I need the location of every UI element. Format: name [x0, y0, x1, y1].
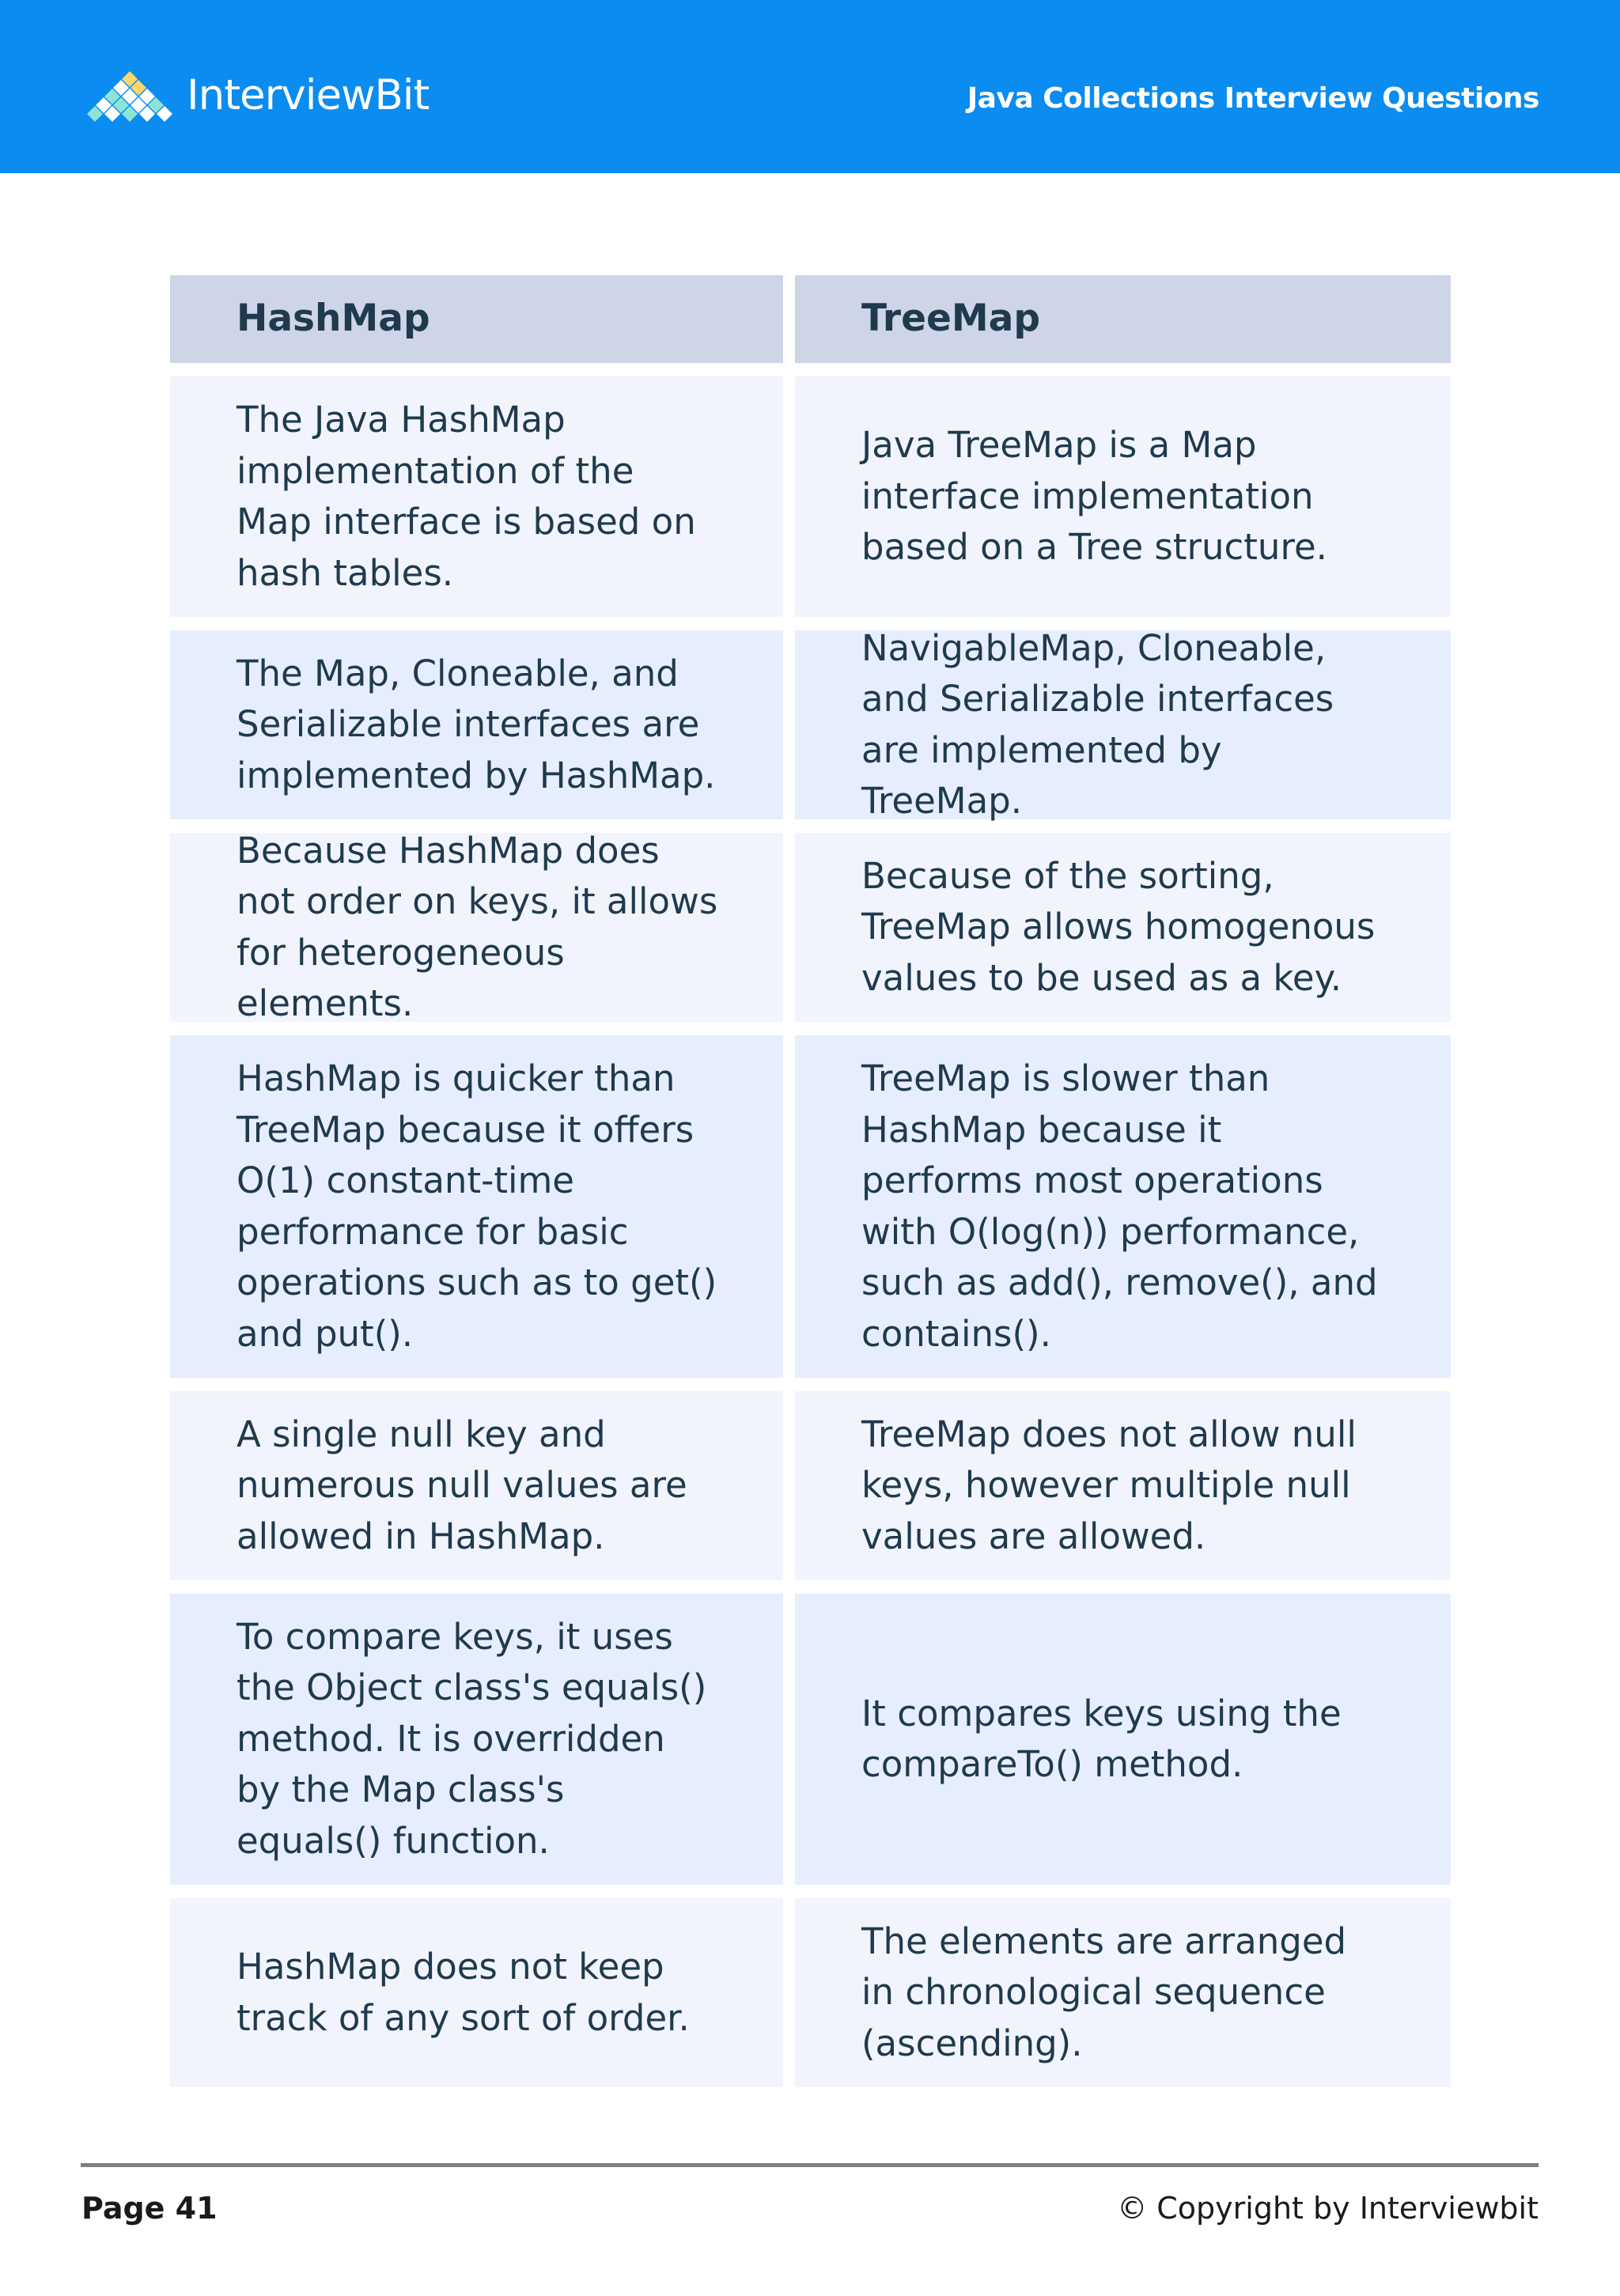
- hashmap-cell: The Map, Cloneable, and Serializable interfaces are implemented by HashMap.: [170, 630, 783, 819]
- treemap-cell: NavigableMap, Cloneable, and Serializable interfaces are implemented by TreeMap.: [795, 630, 1451, 819]
- hashmap-cell: To compare keys, it uses the Object class's equals() method. It is overridden by the Map class's equals() function.: [170, 1594, 783, 1885]
- treemap-cell: Java TreeMap is a Map interface implementation based on a Tree structure.: [795, 376, 1451, 617]
- table-row: [170, 1391, 1451, 1580]
- interviewbit-logo-icon: [84, 68, 176, 122]
- hashmap-cell: The Java HashMap implementation of the Map interface is based on hash tables.: [170, 376, 783, 617]
- table-row: [170, 626, 1451, 822]
- column-header-hashmap: HashMap: [170, 275, 783, 363]
- hashmap-cell: A single null key and numerous null values are allowed in HashMap.: [170, 1391, 783, 1580]
- page-number: Page 41: [81, 2191, 218, 2226]
- table-row: [170, 1035, 1451, 1378]
- page-header: [0, 0, 1620, 173]
- treemap-cell: TreeMap does not allow null keys, however multiple null values are allowed.: [795, 1391, 1451, 1580]
- comparison-table: [170, 275, 1451, 2101]
- table-row: [170, 1898, 1451, 2087]
- brand-logo[interactable]: [84, 65, 429, 125]
- table-row: [170, 829, 1451, 1024]
- hashmap-cell: HashMap does not keep track of any sort of order.: [170, 1898, 783, 2087]
- copyright-notice: © Copyright by Interviewbit: [1117, 2191, 1539, 2226]
- table-row: [170, 376, 1451, 617]
- treemap-cell: It compares keys using the compareTo() method.: [795, 1594, 1451, 1885]
- footer-divider: [81, 2163, 1539, 2167]
- treemap-cell: The elements are arranged in chronological sequence (ascending).: [795, 1898, 1451, 2087]
- brand-name: InterviewBit: [187, 70, 430, 119]
- table-header-row: [170, 275, 1451, 363]
- column-header-treemap: TreeMap: [795, 275, 1451, 363]
- document-title: Java Collections Interview Questions: [967, 82, 1539, 115]
- treemap-cell: TreeMap is slower than HashMap because it performs most operations with O(log(n)) performance, such as add(), remove(), and contains().: [795, 1035, 1451, 1378]
- table-row: [170, 1594, 1451, 1885]
- hashmap-cell: HashMap is quicker than TreeMap because it offers O(1) constant-time performance for basic operations such as to get() and put().: [170, 1035, 783, 1378]
- hashmap-cell: Because HashMap does not order on keys, it allows for heterogeneous elements.: [170, 833, 783, 1022]
- treemap-cell: Because of the sorting, TreeMap allows homogenous values to be used as a key.: [795, 833, 1451, 1022]
